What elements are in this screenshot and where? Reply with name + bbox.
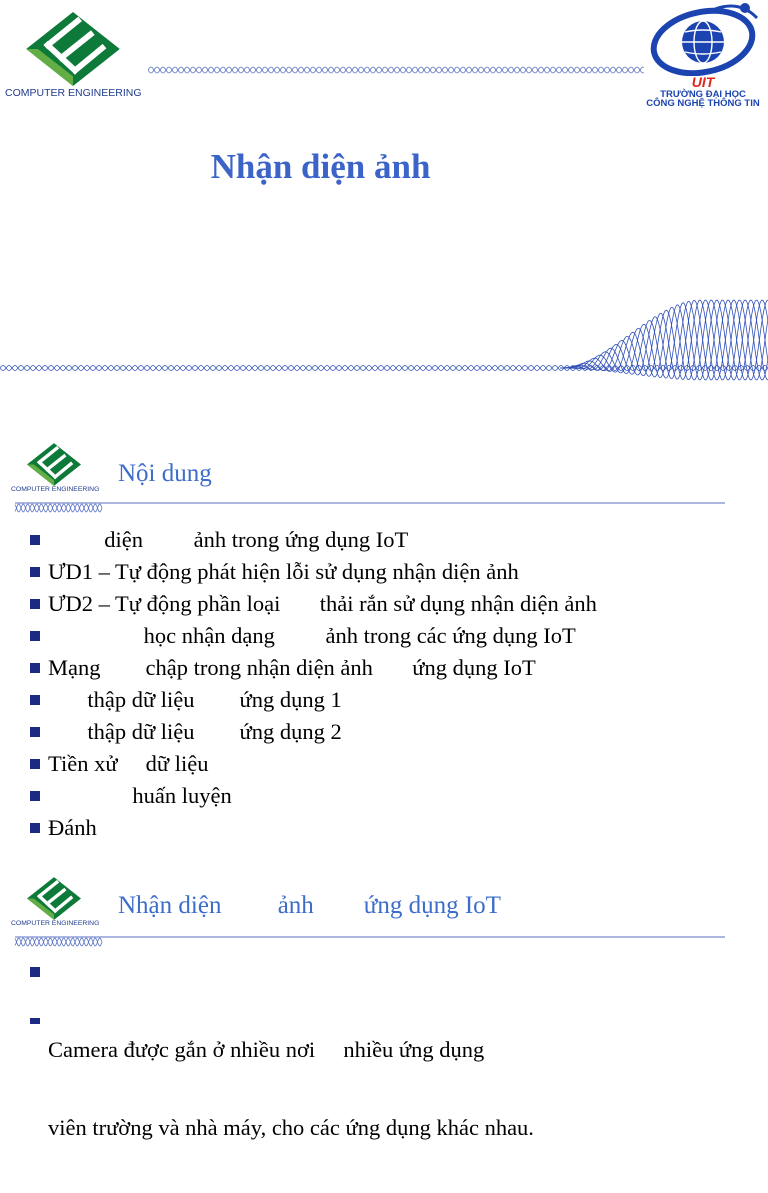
list-item-text: ƯD1 – Tự động phát hiện lỗi sử dụng nhận diện ảnh xyxy=(48,559,519,584)
computer-engineering-logo xyxy=(22,10,124,88)
list-item xyxy=(0,684,768,716)
uit-logo-satellite xyxy=(740,3,750,13)
list-item xyxy=(0,556,768,588)
list-item-text: thập dữ liệu ứng dụng 2 xyxy=(48,719,342,744)
bullet-square-icon xyxy=(30,631,40,641)
uit-logo xyxy=(645,0,763,76)
list-item xyxy=(0,780,768,812)
list-item xyxy=(0,620,768,652)
list-item-text-continued: viên trường và nhà máy, cho các ứng dụng khác nhau. xyxy=(48,1115,534,1140)
contents-slide xyxy=(0,430,768,850)
logo-shape xyxy=(27,443,81,486)
bullet-square-icon xyxy=(30,567,40,577)
list-item-text: ƯD2 – Tự động phần loại thải rắn sử dụng nhận diện ảnh xyxy=(48,591,597,616)
list-item xyxy=(0,524,768,556)
contents-list xyxy=(0,524,768,844)
computer-engineering-logo xyxy=(25,442,83,487)
list-item-text: diện ảnh trong ứng dụng IoT xyxy=(48,527,409,552)
list-item-text: Camera được gắn ở nhiều nơi nhiều ứng dụng xyxy=(48,1037,485,1062)
bullet-square-icon xyxy=(30,599,40,609)
decorative-signal-wave xyxy=(0,290,768,390)
logo-caption: COMPUTER ENGINEERING xyxy=(5,87,142,99)
bullet-square-icon xyxy=(30,1018,40,1024)
header-rule xyxy=(12,930,728,950)
bullet-square-icon xyxy=(30,791,40,801)
computer-engineering-logo xyxy=(25,876,83,921)
decorative-wave-rule xyxy=(148,62,644,78)
list-item xyxy=(0,959,768,1193)
header-rule xyxy=(12,496,728,516)
bullet-square-icon xyxy=(30,727,40,737)
iot-slide xyxy=(0,865,768,1140)
bullet-square-icon xyxy=(30,823,40,833)
presentation-title: Nhận diện ảnh xyxy=(210,147,431,186)
logo-shape xyxy=(27,877,81,920)
list-item xyxy=(0,748,768,780)
uit-wordmark xyxy=(640,75,766,108)
uit-name-line-1: TRƯỜNG ĐẠI HỌC xyxy=(660,89,746,100)
logo-caption: COMPUTER ENGINEERING xyxy=(11,486,100,493)
logo-shape xyxy=(26,12,120,86)
bullet-square-icon xyxy=(30,663,40,673)
uit-acronym: UIT xyxy=(691,74,715,90)
slide-heading: Nội dung xyxy=(118,460,212,487)
list-item-text: huấn luyện xyxy=(48,783,232,808)
list-item xyxy=(0,716,768,748)
list-item-text: Mạng chập trong nhận diện ảnh ứng dụng IoT xyxy=(48,655,536,680)
bullet-square-icon xyxy=(30,967,40,977)
logo-caption: COMPUTER ENGINEERING xyxy=(11,920,100,927)
list-item xyxy=(0,652,768,684)
bullet-square-icon xyxy=(30,759,40,769)
uit-name-line-2: CÔNG NGHỆ THÔNG TIN xyxy=(646,98,760,109)
bullet-square-icon xyxy=(30,695,40,705)
slide-heading: Nhận diện ảnh ứng dụng IoT xyxy=(118,892,501,919)
list-item xyxy=(0,588,768,620)
bullet-square-icon xyxy=(30,535,40,545)
list-item xyxy=(0,812,768,844)
list-item-text: Tiền xử dữ liệu xyxy=(48,751,209,776)
title-slide xyxy=(0,0,768,400)
iot-list xyxy=(0,959,768,1193)
list-item-text: học nhận dạng ảnh trong các ứng dụng IoT xyxy=(48,623,576,648)
list-item-text: Đánh xyxy=(48,815,97,840)
list-item-text: thập dữ liệu ứng dụng 1 xyxy=(48,687,342,712)
